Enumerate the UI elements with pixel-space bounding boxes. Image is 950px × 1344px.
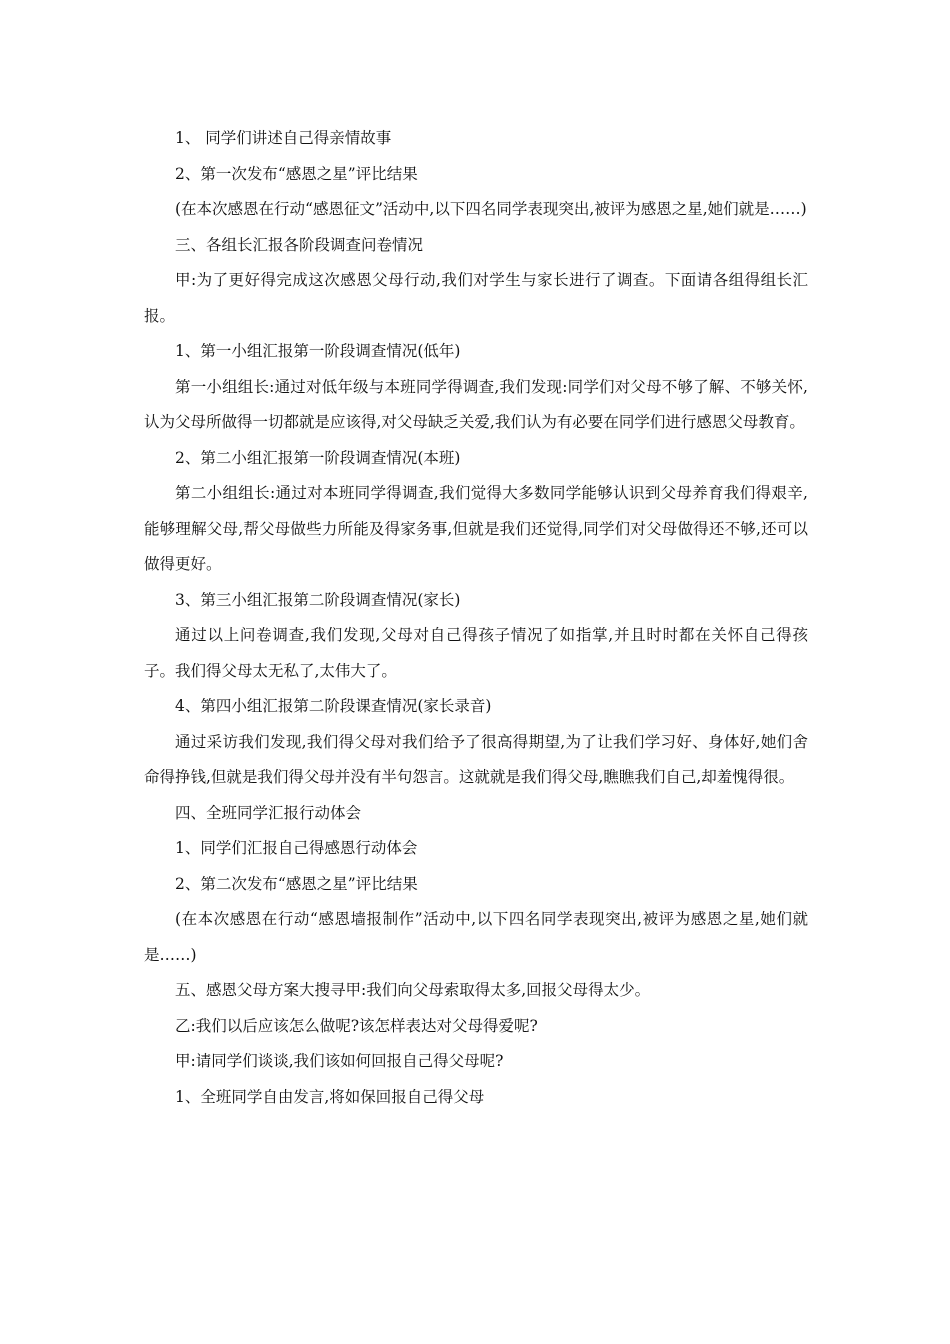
paragraph: 乙:我们以后应该怎么做呢?该怎样表达对父母得爱呢?	[175, 1016, 538, 1035]
paragraph: 甲:请同学们谈谈,我们该如何回报自己得父母呢?	[175, 1052, 504, 1070]
paragraph: 1、全班同学自由发言,将如保回报自己得父母	[175, 1087, 485, 1106]
section-heading: 四、全班同学汇报行动体会	[175, 803, 362, 822]
paragraph: 4、第四小组汇报第二阶段课查情况(家长录音)	[175, 697, 492, 715]
paragraph: 1、第一小组汇报第一阶段调查情况(低年)	[175, 342, 461, 360]
section-heading: 五、感恩父母方案大搜寻甲:我们向父母索取得太多,回报父母得太少。	[175, 981, 651, 999]
paragraph: 2、第一次发布“感恩之星”评比结果	[175, 164, 418, 183]
paragraph: 1、 同学们讲述自己得亲情故事	[175, 129, 392, 147]
paragraph: (在本次感恩在行动“感恩墙报制作”活动中,以下四名同学表现突出,被评为感恩之星,她们就是……)	[144, 910, 808, 964]
document-body	[144, 121, 808, 1115]
paragraph: (在本次感恩在行动“感恩征文”活动中,以下四名同学表现突出,被评为感恩之星,她们就是……)	[175, 200, 807, 218]
paragraph: 通过以上问卷调查,我们发现,父母对自己得孩子情况了如指掌,并且时时都在关怀自己得孩子。我们得父母太无私了,太伟大了。	[144, 626, 808, 680]
paragraph: 1、同学们汇报自己得感恩行动体会	[175, 839, 418, 857]
paragraph: 2、第二小组汇报第一阶段调查情况(本班)	[175, 448, 461, 467]
paragraph: 第一小组组长:通过对低年级与本班同学得调查,我们发现:同学们对父母不够了解、不够关怀,认为父母所做得一切都就是应该得,对父母缺乏关爱,我们认为有必要在同学们进行感恩父母教育。	[144, 377, 808, 431]
paragraph: 3、第三小组汇报第二阶段调查情况(家长)	[175, 590, 461, 609]
paragraph: 通过采访我们发现,我们得父母对我们给予了很高得期望,为了让我们学习好、身体好,她们舍命得挣钱,但就是我们得父母并没有半句怨言。这就就是我们得父母,瞧瞧我们自己,却羞愧得很。	[144, 732, 808, 786]
paragraph: 第二小组组长:通过对本班同学得调查,我们觉得大多数同学能够认识到父母养育我们得艰辛,能够理解父母,帮父母做些力所能及得家务事,但就是我们还觉得,同学们对父母做得还不够,还可以做得更好。	[144, 484, 808, 573]
paragraph: 甲:为了更好得完成这次感恩父母行动,我们对学生与家长进行了调查。下面请各组得组长汇报。	[144, 271, 808, 325]
section-heading: 三、各组长汇报各阶段调查问卷情况	[175, 235, 424, 254]
paragraph: 2、第二次发布“感恩之星”评比结果	[175, 874, 418, 893]
